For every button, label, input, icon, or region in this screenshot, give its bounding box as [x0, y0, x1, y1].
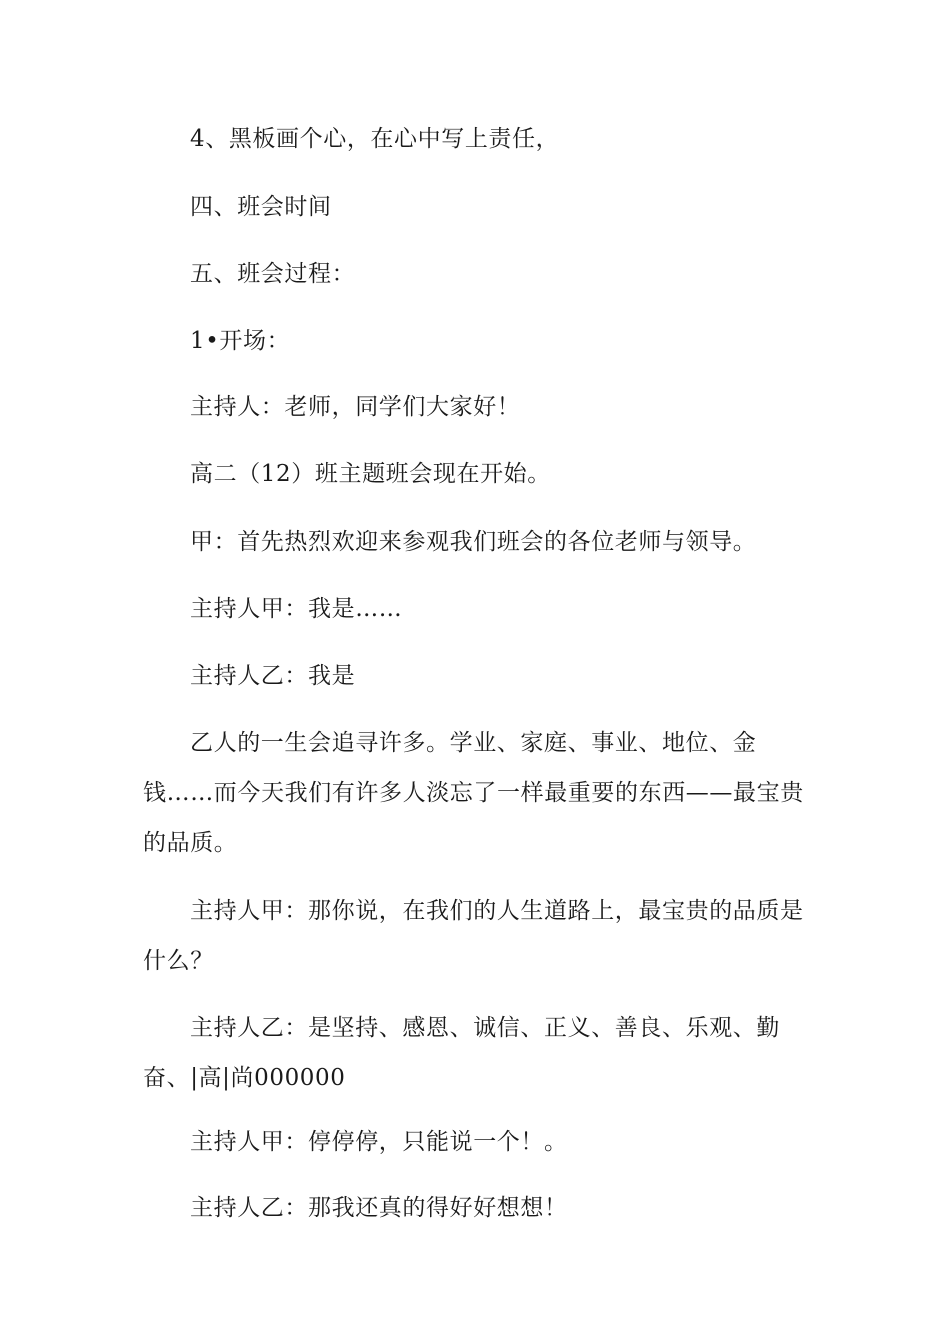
paragraph-14: 主持人乙：那我还真的得好好想想！	[190, 1195, 568, 1221]
paragraph-3: 五、班会过程：	[190, 261, 356, 287]
paragraph-4: 1•开场：	[190, 328, 291, 354]
paragraph-10: 乙人的一生会追寻许多。学业、家庭、事业、地位、金钱……而今天我们有许多人淡忘了一样最重要的东西——最宝贵的品质。	[143, 730, 804, 856]
paragraph-9: 主持人乙：我是	[190, 663, 356, 689]
paragraph-2: 四、班会时间	[190, 194, 332, 220]
paragraph-6: 高二（12）班主题班会现在开始。	[190, 461, 551, 487]
paragraph-1: 4、黑板画个心，在心中写上责任，	[190, 126, 560, 152]
paragraph-7: 甲：首先热烈欢迎来参观我们班会的各位老师与领导。	[190, 529, 757, 555]
paragraph-11: 主持人甲：那你说，在我们的人生道路上，最宝贵的品质是什么？	[143, 898, 804, 974]
paragraph-12: 主持人乙：是坚持、感恩、诚信、正义、善良、乐观、勤奋、|高|尚000000	[143, 1015, 780, 1091]
paragraph-13: 主持人甲：停停停，只能说一个！。	[190, 1129, 568, 1155]
paragraph-5: 主持人：老师，同学们大家好！	[190, 394, 521, 420]
paragraph-8: 主持人甲：我是……	[190, 596, 403, 622]
